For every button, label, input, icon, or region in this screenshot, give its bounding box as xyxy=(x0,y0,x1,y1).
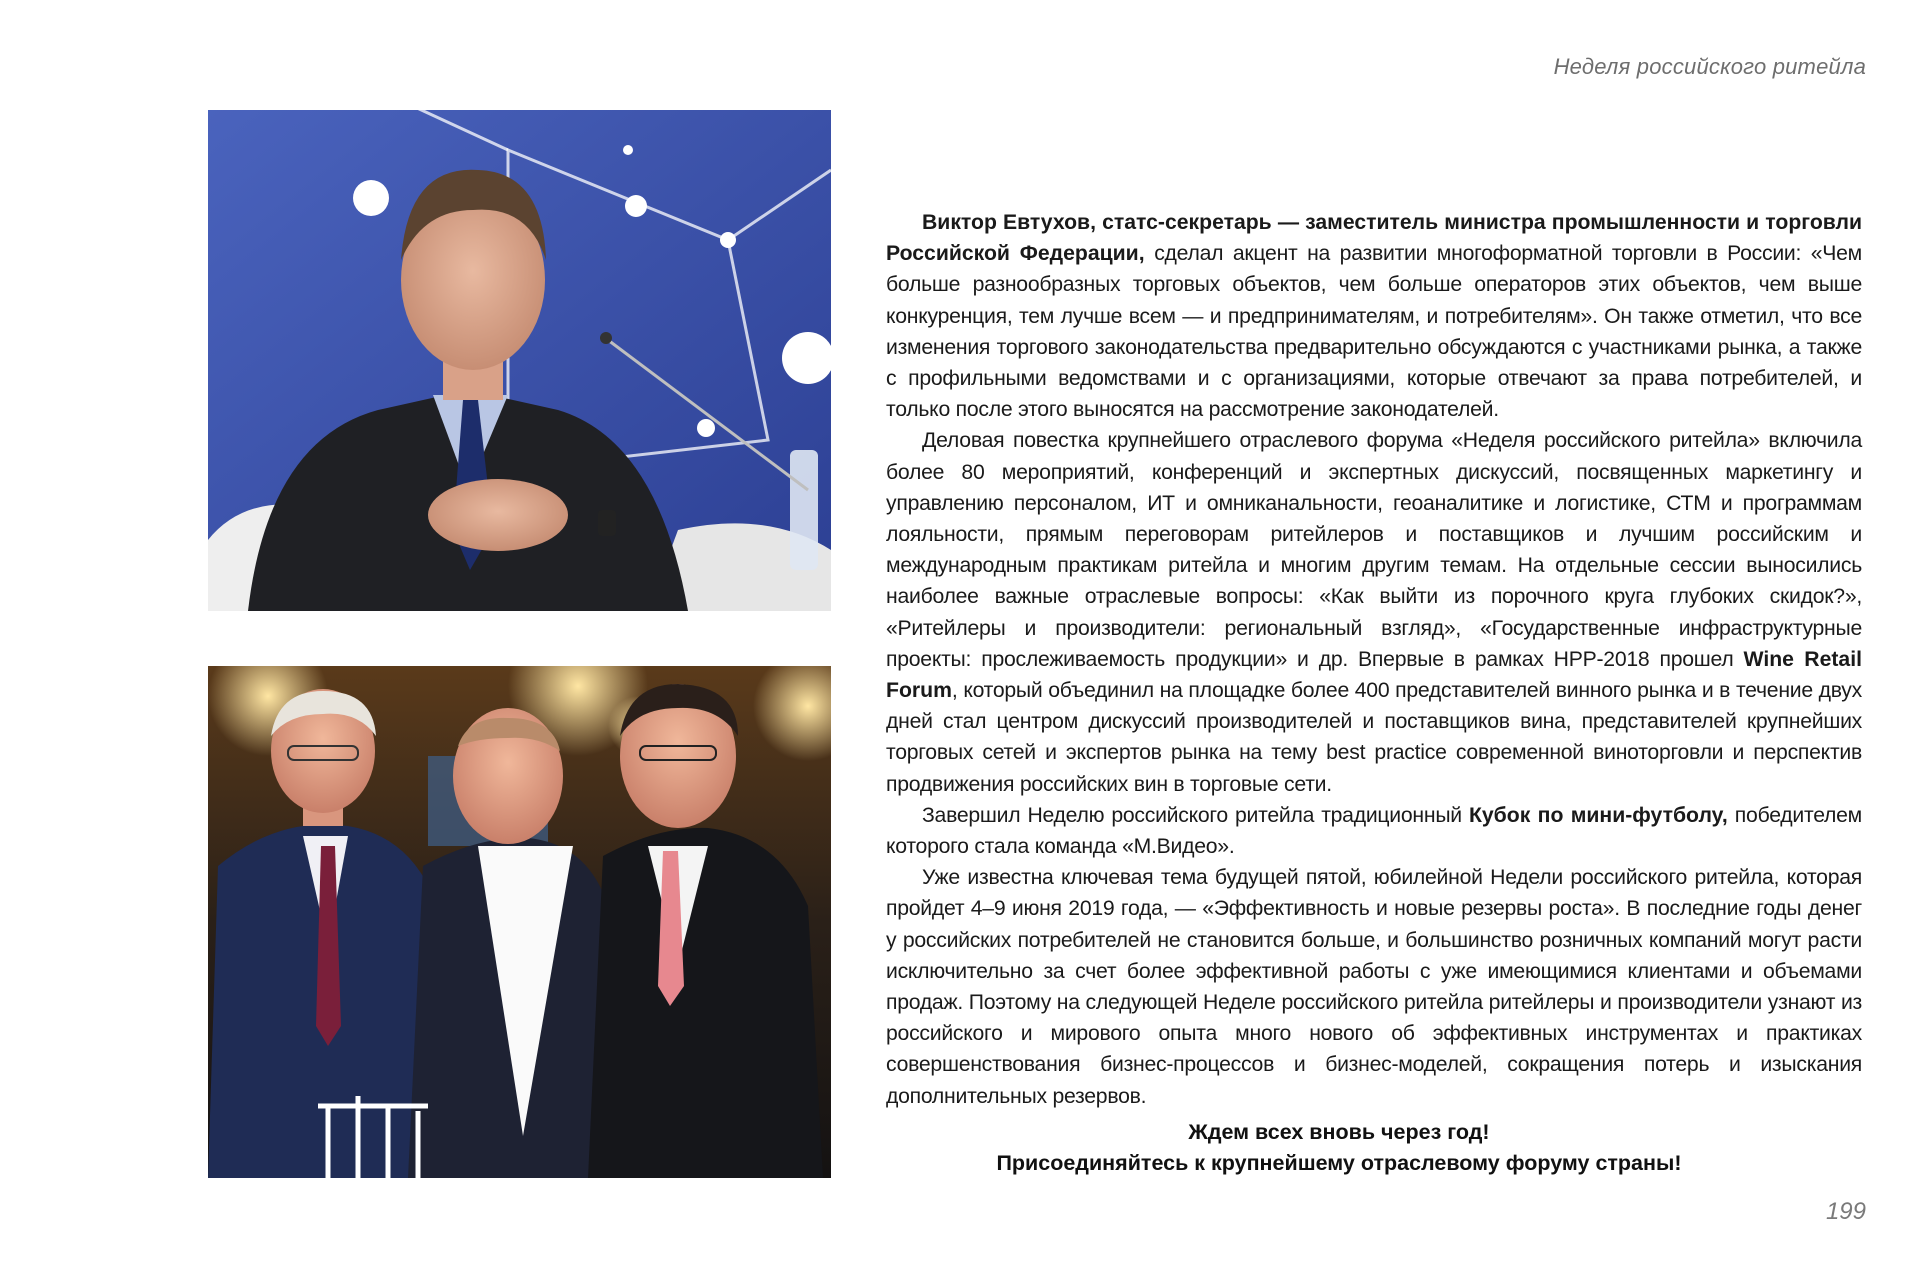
paragraph-business-agenda xyxy=(886,425,1862,799)
paragraph-3-text-a: Завершил Неделю российского ритейла традиционный xyxy=(922,803,1469,827)
closing-line-2: Присоединяйтесь к крупнейшему отраслевому форуму страны! xyxy=(996,1151,1682,1175)
paragraph-evtukhov xyxy=(886,207,1862,425)
closing-call xyxy=(886,1117,1792,1179)
football-cup: Кубок по мини-футболу, xyxy=(1468,803,1728,827)
running-header: Неделя российского ритейла xyxy=(1553,54,1866,79)
paragraph-4-text: Уже известна ключевая тема будущей пятой, юбилейной Недели российского ритейла, которая пройдет 4–9 июня 2019 года, — «Эффективность и новые резервы роста». В последние годы денег у российских потребителей не становится больше, и большинство розничных компаний могут расти исключительно за счет более эффективной работы с уже имеющимися клиентами и объемами продаж. Поэтому на следующей Неделе российского ритейла ритейлеры и производители узнают из российского и мирового опыта много нового об эффективных инструментах и практиках совершенствования бизнес-процессов и бизнес-моделей, сокращения потерь и изыскания дополнительных резервов. xyxy=(886,866,1862,1108)
page-number: 199 xyxy=(1825,1198,1866,1225)
paragraph-1-text: сделал акцент на развитии многоформатной торговли в России: «Чем больше разнообразных торговых объектов, чем больше операторов этих объектов, чем выше конкуренция, тем лучше всем — и предпринимателям, и потребителям». Он также отметил, что все изменения торгового законодательства предварительно обсуждаются с участниками рынка, а также с профильными ведомствами и с организациями, которые отвечают за права потребителей, и только после этого выносятся на рассмотрение законодателей. xyxy=(886,242,1862,422)
paragraph-2-text-a: Деловая повестка крупнейшего отраслевого форума «Неделя российского ритейла» включила более 80 мероприятий, конференций и экспертных дискуссий, посвященных маркетингу и управлению персоналом, ИТ и омниканальности, геоаналитике и логистике, СТМ и программам лояльности, прямым переговорам ритейлеров и поставщиков и лучшим российским и международным практикам ритейла и многим другим темам. На отдельные сессии выносились наиболее важные отраслевые вопросы: «Как выйти из порочного круга глубоких скидок?», «Ритейлеры и производители: региональный взгляд», «Государственные инфраструктурные проекты: прослеживаемость продукции» и др. Впервые в рамках НРР-2018 прошел xyxy=(886,429,1862,671)
speaker-lead: Виктор Евтухов, статс-секретарь — заместитель министра промышленности и торговли Российской Федерации, xyxy=(886,211,1862,266)
article-body xyxy=(886,207,1862,1112)
paragraph-next-year xyxy=(886,862,1862,1112)
closing-line-1: Ждем всех вновь через год! xyxy=(1188,1120,1490,1144)
paragraph-3-text-b: победителем которого стала команда «М.Видео». xyxy=(886,803,1862,859)
paragraph-2-text-b: , который объединил на площадке более 400 представителей винного рынка и в течение двух дней стал центром дискуссий производителей и поставщиков вина, представителей крупнейших торговых сетей и экспертов рынка на тему best practice современной виноторговли и перспектив продвижения российских вин в торговые сети. xyxy=(886,679,1862,796)
speaker-photo-illustration xyxy=(208,110,831,611)
paragraph-football-cup xyxy=(886,800,1862,862)
reception-photo-illustration xyxy=(208,666,831,1178)
wine-retail-forum: Wine Retail Forum xyxy=(886,647,1862,703)
reception-photo xyxy=(208,666,831,1178)
speaker-photo xyxy=(208,110,831,611)
